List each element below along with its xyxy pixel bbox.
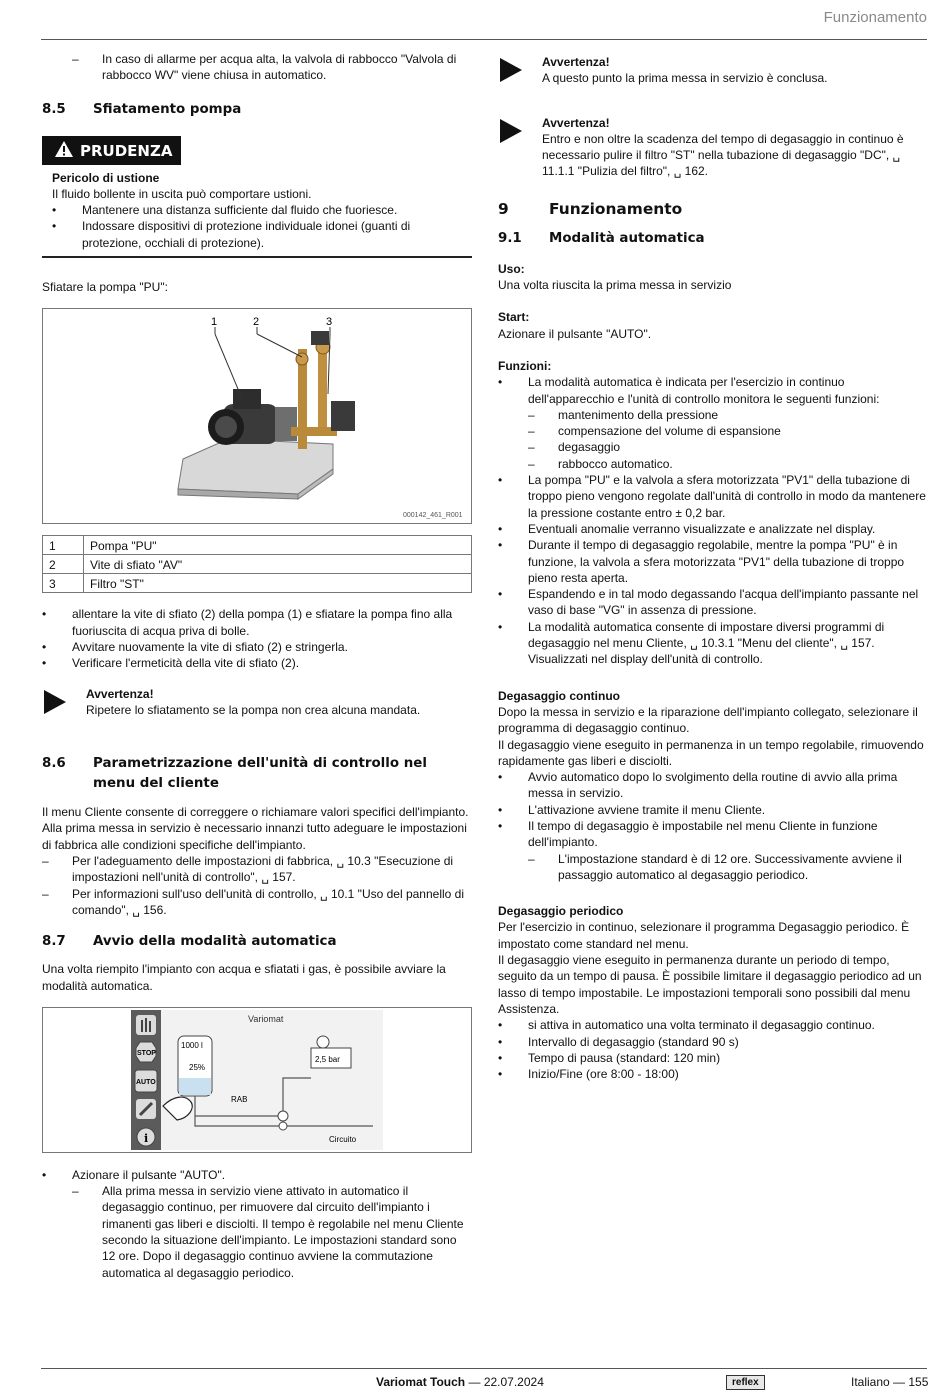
info-icon <box>137 1128 155 1146</box>
pressure-value: 2,5 bar <box>315 1054 340 1064</box>
list-item: • Verificare l'ermeticità della vite di sfiato (2). <box>42 655 472 671</box>
caution-subtitle: Pericolo di ustione <box>52 170 160 185</box>
caution-bullet: • Mantenere una distanza sufficiente dal fluido che fuoriesce. <box>52 202 472 218</box>
list-item: – mantenimento della pressione <box>528 407 930 423</box>
note-arrow-icon <box>500 119 522 143</box>
caution-label: PRUDENZA <box>42 136 181 165</box>
s87-text: Una volta riempito l'impianto con acqua e sfiatati i gas, è possibile avviare la modalità automatica. <box>42 962 446 993</box>
left-column <box>42 51 472 1281</box>
footer-doc: Variomat Touch — 22.07.2024 <box>376 1375 544 1389</box>
dc-title: Degasaggio continuo <box>498 688 621 703</box>
note-repeat <box>42 686 472 719</box>
list-item: • La modalità automatica consente di impostare diversi programmi di degasaggio nel menu Cliente, ␣ 10.3.1 "Menu del cliente", ␣ 157. Visualizzati nel display dell'unità di controllo. <box>498 619 930 668</box>
variomat-title: Variomat <box>248 1013 284 1024</box>
list-item: • Avvio automatico dopo lo svolgimento della routine di avvio alla prima messa in servizio. <box>498 769 930 802</box>
pump-figure <box>42 308 472 524</box>
callout-1: 1 <box>211 316 218 329</box>
start-label: Start: <box>498 310 530 325</box>
s86-dash: – Per informazioni sull'uso dell'unità di controllo, ␣ 10.1 "Uso del pannello di comando", ␣ 156. <box>42 886 472 919</box>
section-8-6-heading: 8.6 Parametrizzazione dell'unità di controllo nel menu del cliente <box>42 756 427 792</box>
funzioni-label: Funzioni: <box>498 358 552 373</box>
section-9-1-heading: 9.1 Modalità automatica <box>498 230 705 246</box>
s87-sub-dash: – Alla prima messa in servizio viene attivato in automatico il degasaggio continuo, per rimuovere dal circuito dell'impianto i rimanenti gas liberi e disciolti. Il tempo è regolabile nel menu Cliente secondo la situazione dell'impianto. Le impostazioni standard sono 12 ore. Dopo il degasaggio continuo avviene la commutazione automatica al degasaggio periodico. <box>72 1183 472 1281</box>
note-arrow-icon <box>44 690 66 714</box>
section-number: 8.5 <box>42 101 66 117</box>
list-item: • Tempo di pausa (standard: 120 min) <box>498 1050 930 1066</box>
hand-icon <box>136 1015 156 1035</box>
section-8-7-heading: 8.7 Avvio della modalità automatica <box>42 934 337 950</box>
pump-intro: Sfiatare la pompa "PU": <box>42 280 168 295</box>
callout-2: 2 <box>253 316 260 329</box>
footer-rule <box>41 1368 927 1369</box>
note-text: Ripetere lo sfiatamento se la pompa non crea alcuna mandata. <box>86 702 421 717</box>
note-arrow-icon <box>500 58 522 82</box>
uso-label: Uso: <box>498 261 525 276</box>
list-item: • Intervallo di degasaggio (standard 90 s) <box>498 1034 930 1050</box>
dp-p2: Il degasaggio viene eseguito in permanenza durante un periodo di tempo, seguito da un tempo di pausa. È possibile limitare il degasaggio periodico ad un lasso di tempo impostabile. Le impostazioni temporali sono possibili dal menu Assistenza. <box>498 953 922 1016</box>
s86-text: Il menu Cliente consente di correggere o richiamare valori specifici dell'impianto. Alla prima messa in servizio è necessario innanzi tutto adeguare le impostazioni di fabbrica alle condizioni specifiche dell'impianto. <box>42 805 469 852</box>
list-item: – L'impostazione standard è di 12 ore. Successivamente avviene il passaggio automatico al degasaggio periodico. <box>528 851 930 884</box>
list-item: • Inizio/Fine (ore 8:00 - 18:00) <box>498 1066 930 1082</box>
steps-list <box>42 606 472 671</box>
table-row: 2 Vite di sfiato "AV" <box>43 555 472 574</box>
pump-illustration <box>43 309 471 523</box>
variomat-screen <box>43 1008 471 1152</box>
figure-code: 000142_461_R001 <box>403 512 463 520</box>
callout-3: 3 <box>326 316 333 329</box>
dc-p2: Il degasaggio viene eseguito in permanenza in un tempo regolabile, rimuovendo rapidamente gas liberi e disciolti. <box>498 737 924 768</box>
list-item: • La modalità automatica è indicata per l'esercizio in continuo dell'apparecchio e l'unità di controllo monitora le seguenti funzioni: <box>498 374 930 407</box>
circuit-label: Circuito <box>329 1134 357 1144</box>
wrench-icon <box>136 1099 156 1119</box>
list-item: • Durante il tempo di degasaggio regolabile, mentre la pompa "PU" è in funzione, la valvola a sfera motorizzata "PV1" della tubazione di troppo pieno resta aperta. <box>498 537 930 586</box>
note-title: Avvertenza! <box>86 686 154 701</box>
section-8-5-heading <box>42 100 472 120</box>
list-item: • La pompa "PU" e la valvola a sfera motorizzata "PV1" della tubazione di troppo pieno vengono regolate dall'unità di controllo in modo da mantenere la pressione costante entro ± 0,2 bar. <box>498 472 930 521</box>
rab-label: RAB <box>231 1094 248 1104</box>
auto-button-label: AUTO <box>136 1078 156 1086</box>
list-item: • L'attivazione avviene tramite il menu Cliente. <box>498 802 930 818</box>
warning-triangle-icon <box>54 140 74 158</box>
caution-text: Il fluido bollente in uscita può comportare ustioni. <box>52 186 312 201</box>
dc-p1: Dopo la messa in servizio e la riparazione dell'impianto collegato, selezionare il programma di degasaggio continuo. <box>498 704 918 736</box>
tank-volume: 1000 l <box>181 1040 203 1050</box>
list-item: • si attiva in automatico una volta terminato il degasaggio continuo. <box>498 1017 930 1033</box>
uso-text: Una volta riuscita la prima messa in servizio <box>498 278 732 293</box>
stop-button-label: STOP <box>137 1049 156 1057</box>
list-item: – degasaggio <box>528 439 930 455</box>
reflex-logo: reflex <box>726 1373 765 1390</box>
caution-box <box>42 136 472 258</box>
list-item: • Il tempo di degasaggio è impostabile nel menu Cliente in funzione dell'impianto. <box>498 818 930 851</box>
section-9-heading: 9 Funzionamento <box>498 199 683 218</box>
list-item: • Espandendo e in tal modo degassando l'acqua dell'impianto passante nel vaso di base "VG" in assenza di pressione. <box>498 586 930 619</box>
table-row: 1 Pompa "PU" <box>43 536 472 555</box>
intro-dash-item: – In caso di allarme per acqua alta, la valvola di rabbocco "Valvola di rabbocco WV" viene chiusa in automatico. <box>72 51 472 84</box>
table-row: 3 Filtro "ST" <box>43 574 472 593</box>
list-item: • allentare la vite di sfiato (2) della pompa (1) e sfiatare la pompa fino alla fuoriuscita di acqua priva di bolle. <box>42 606 472 639</box>
list-item: • Avvitare nuovamente la vite di sfiato (2) e stringerla. <box>42 639 472 655</box>
section-title: Sfiatamento pompa <box>93 101 242 117</box>
note-conclusion: Avvertenza! A questo punto la prima messa in servizio è conclusa. <box>498 54 930 87</box>
dp-p1: Per l'esercizio in continuo, selezionare il programma Degasaggio periodico. È impostato come standard nel menu. <box>498 920 910 951</box>
footer-page: Italiano — 155 <box>851 1375 929 1389</box>
note-filter: Avvertenza! Entro e non oltre la scadenza del tempo di degasaggio in continuo è necessario pulire il filtro "ST" nella tubazione di degasaggio "DC", ␣ 11.1.1 "Pulizia del filtro", ␣ 162. <box>498 115 930 180</box>
s86-dash: – Per l'adeguamento delle impostazioni di fabbrica, ␣ 10.3 "Esecuzione di impostazioni nell'unità di controllo", ␣ 157. <box>42 853 472 886</box>
tank-level: 25% <box>189 1062 206 1072</box>
header-rule <box>41 39 927 40</box>
list-item: – compensazione del volume di espansione <box>528 423 930 439</box>
svg-text:i: i <box>144 1131 149 1145</box>
list-item: • Eventuali anomalie verranno visualizzate e analizzate nel display. <box>498 521 930 537</box>
dp-title: Degasaggio periodico <box>498 904 624 919</box>
start-text: Azionare il pulsante "AUTO". <box>498 326 652 341</box>
page-header-title: Funzionamento <box>823 9 927 26</box>
right-column <box>498 54 930 1082</box>
s87-bullet: • Azionare il pulsante "AUTO". <box>42 1167 472 1183</box>
variomat-figure <box>42 1007 472 1153</box>
caution-bullet: • Indossare dispositivi di protezione individuale idonei (guanti di protezione, occhiali di protezione). <box>52 218 472 251</box>
list-item: – rabbocco automatico. <box>528 456 930 472</box>
legend-table <box>42 535 472 593</box>
